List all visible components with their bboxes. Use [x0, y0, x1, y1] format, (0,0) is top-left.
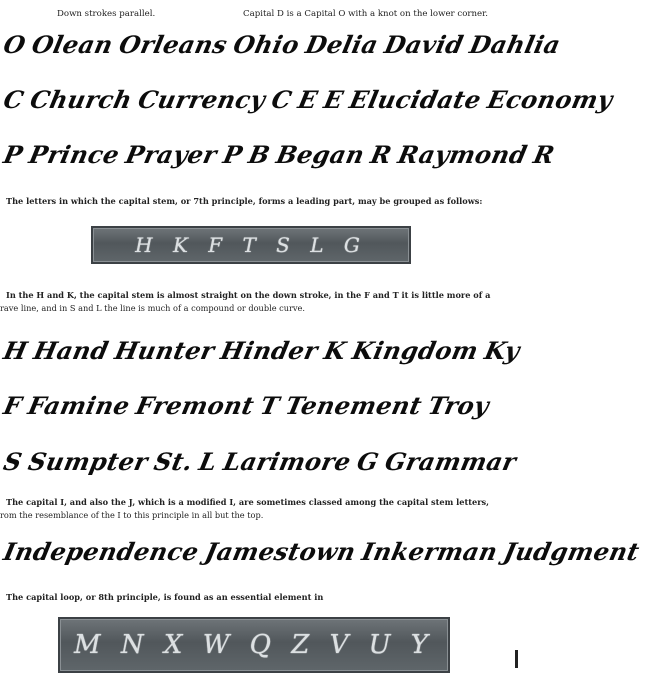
- script-word: David: [381, 30, 467, 59]
- script-word: R: [368, 140, 395, 169]
- script-word: L: [196, 447, 220, 476]
- script-word: Hand: [31, 336, 112, 365]
- loop-letters-plate: [58, 617, 450, 673]
- script-word: P: [1, 140, 26, 169]
- script-word: Elucidate: [346, 85, 484, 114]
- script-word: B: [245, 140, 273, 169]
- left-caption: Down strokes parallel.: [57, 9, 156, 19]
- stem-letters-plate: [91, 226, 411, 264]
- script-row-o: [1, 30, 564, 60]
- script-word: Economy: [484, 85, 616, 114]
- stem-note-line1: In the H and K, the capital stem is almost straight on the down stroke, in the F and T it is little more of a: [6, 290, 491, 300]
- script-word: Independence: [1, 537, 202, 566]
- script-word: Grammar: [382, 447, 520, 476]
- script-word: Ky: [481, 336, 523, 365]
- script-word: Fremont: [133, 391, 257, 420]
- script-word: O: [1, 30, 29, 59]
- script-word: H: [1, 336, 31, 365]
- capital-i-line1: The capital I, and also the J, which is a modified I, are sometimes classed among the capital stem letters,: [6, 497, 490, 507]
- script-row-s: [1, 447, 521, 477]
- script-word: Dahlia: [467, 30, 564, 59]
- script-row-i: [1, 537, 643, 567]
- script-word: E: [295, 85, 321, 114]
- script-word: Prayer: [123, 140, 220, 169]
- script-word: T: [257, 391, 283, 420]
- script-word: S: [1, 447, 25, 476]
- script-word: K: [321, 336, 349, 365]
- script-word: Sumpter: [25, 447, 151, 476]
- script-word: Tenement: [282, 391, 425, 420]
- script-word: Judgment: [501, 537, 643, 566]
- plate-letters: M N X W Q Z V U Y: [74, 630, 434, 660]
- script-word: St.: [151, 447, 196, 476]
- script-word: Olean: [29, 30, 116, 59]
- script-row-c: [1, 85, 616, 115]
- right-caption: Capital D is a Capital O with a knot on the lower corner.: [243, 9, 488, 19]
- script-word: Currency: [135, 85, 269, 114]
- script-word: E: [321, 85, 347, 114]
- script-word: Larimore: [220, 447, 354, 476]
- script-word: F: [1, 391, 25, 420]
- stem-intro: The letters in which the capital stem, or 7th principle, forms a leading part, may be grouped as follows:: [6, 196, 483, 206]
- capital-loop-intro: The capital loop, or 8th principle, is found as an essential element in: [6, 592, 324, 602]
- stem-note-line2: rave line, and in S and L the line is much of a compound or double curve.: [0, 303, 305, 313]
- script-word: Prince: [26, 140, 123, 169]
- script-word: Orleans: [116, 30, 231, 59]
- script-word: G: [354, 447, 382, 476]
- script-word: Raymond: [395, 140, 530, 169]
- page-edge-mark: [515, 650, 518, 668]
- script-word: Ohio: [230, 30, 303, 59]
- plate-letters: H K F T S L G: [135, 233, 367, 257]
- script-word: C: [268, 85, 295, 114]
- script-word: P: [220, 140, 246, 169]
- script-word: C: [1, 85, 27, 114]
- script-word: Hunter: [112, 336, 218, 365]
- script-word: R: [530, 140, 558, 169]
- script-row-p: [1, 140, 558, 170]
- script-row-h: [1, 336, 521, 366]
- script-row-f: [1, 391, 521, 421]
- capital-i-line2: rom the resemblance of the I to this principle in all but the top.: [0, 510, 264, 520]
- script-word: Jamestown: [202, 537, 359, 566]
- script-word: Troy: [425, 391, 492, 420]
- script-word: Delia: [302, 30, 382, 59]
- script-word: Hinder: [218, 336, 321, 365]
- script-word: Kingdom: [349, 336, 482, 365]
- script-word: Famine: [25, 391, 133, 420]
- script-word: Inkerman: [359, 537, 501, 566]
- script-word: Began: [273, 140, 368, 169]
- script-word: Church: [27, 85, 135, 114]
